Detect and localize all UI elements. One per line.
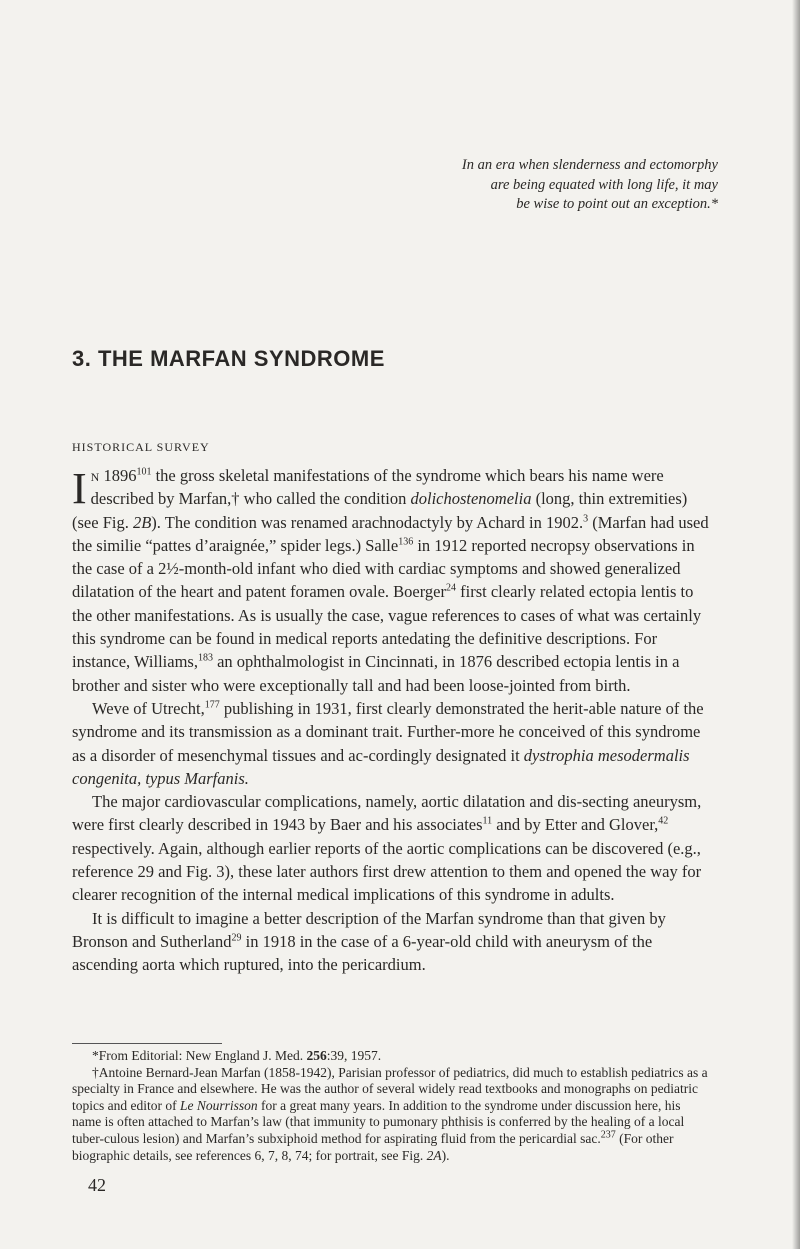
footnote [72,1048,712,1065]
citation-superscript: 3 [583,513,589,525]
text-run: respectively. Again, although earlier reports of the aortic complications can be discovered (e.g., reference 29 and Fig. 3), these later authors first drew attention to them and opened the way for clearer recognition of the internal medical implications of this syndrome in adults. [72,838,702,905]
text-run: (Marfan had used the similie “pattes d’araignée,” spider legs.) Salle [72,512,709,555]
epigraph-line: be wise to point out an exception.* [516,196,718,212]
text-run: (long, thin extremities) (see Fig. [72,489,688,532]
italic-text: dystrophia mesodermalis congenita, typus Marfanis. [72,745,690,788]
italic-text: 2B [132,512,152,532]
citation-superscript: 101 [136,466,152,478]
paragraph [72,697,712,790]
text-run: an ophthalmologist in Cincinnati, in 1876 described ectopia lentis in a brother and sister who were exceptionally tall and had been loose-jointed from birth. [72,652,680,695]
footnotes [72,1048,712,1164]
footnote [72,1065,712,1165]
page-number: 42 [88,1175,106,1195]
footnote-rule [72,1043,222,1044]
paragraph [72,464,712,697]
epigraph-line: are being equated with long life, it may [490,176,718,193]
citation-superscript: 237 [600,1129,616,1141]
text-run: The major cardiovascular complications, namely, aortic dilatation and dis-secting aneurysm, were first clearly described in 1943 by Baer and his associates [72,792,702,835]
text-run: Weve of Utrecht, [92,698,205,718]
text-run: It is difficult to imagine a better description of the Marfan syndrome than that given by Bronson and Sutherland [72,908,666,951]
paragraph [72,790,712,906]
body-text [72,464,712,977]
citation-superscript: 177 [204,699,220,711]
text-run: in 1918 in the case of a 6-year-old child with aneurysm of the ascending aorta which ruptured, into the pericardium. [72,931,653,975]
citation-superscript: 24 [446,582,457,594]
citation-superscript: 136 [398,536,414,548]
text-run: :39, 1957. [326,1048,382,1063]
text-run: and by Etter and Glover, [492,815,659,835]
paragraph [72,907,712,977]
text-run: 1896 [99,466,137,485]
text-run: the gross skeletal manifestations of the syndrome which bears his name were described by Marfan,† who called the condition [90,466,664,509]
epigraph [418,156,718,215]
chapter-title: 3. THE MARFAN SYNDROME [72,346,385,371]
bold-text: 256 [306,1048,327,1063]
italic-text: dolichostenomelia [410,489,532,509]
text-run: in 1912 reported necropsy observations in the case of a 2½-month-old infant who died with cardiac symptoms and showed generalized dilatation of the heart and patent foramen ovale. Boerger [72,535,695,602]
lead-in-smallcaps: n [90,466,100,485]
text-run: ). The condition was renamed arachnodactyly by Achard in 1902. [151,512,584,532]
citation-superscript: 183 [197,652,213,664]
text-run: †Antoine Bernard-Jean Marfan (1858-1942), Parisian professor of pediatrics, did much to establish pediatrics as a specialty in France and elsewhere. He was the author of several widely read textbooks and monographs on pediatric topics and editor of [72,1064,708,1113]
text-run: first clearly related ectopia lentis to the other manifestations. As is usually the case, vague references to cases of what was certainly this syndrome can be found in medical reports antedating the definitive descriptions. For instance, Williams, [72,582,702,672]
epigraph-line: In an era when slenderness and ectomorphy [461,157,718,173]
citation-superscript: 42 [658,815,669,827]
citation-superscript: 29 [231,932,242,944]
page-edge-shadow [792,0,800,1249]
text-run: publishing in 1931, first clearly demonstrated the herit-able nature of the syndrome and its transmission as a dominant trait. Further-more he conceived of this syndrome as a disorder of mesenchymal tissues and ac-cordingly designated it [72,698,704,765]
italic-text: Le Nourrisson [179,1097,258,1113]
text-run: ). [441,1147,450,1163]
text-run: *From Editorial: New England J. Med. [92,1048,307,1063]
text-run: (For other biographic details, see references 6, 7, 8, 74; for portrait, see Fig. [72,1130,674,1163]
italic-text: 2A [426,1147,442,1163]
citation-superscript: 11 [482,815,493,827]
text-run: for a great many years. In addition to the syndrome under discussion here, his name is often attached to Marfan’s law (that immunity to pumonary phthisis is conferred by the healing of a local tuber-culous lesion) and Marfan’s subxiphoid method for aspirating fluid from the pericardial sac. [72,1097,685,1146]
section-heading: HISTORICAL SURVEY [72,440,210,454]
drop-cap: I [72,464,87,513]
